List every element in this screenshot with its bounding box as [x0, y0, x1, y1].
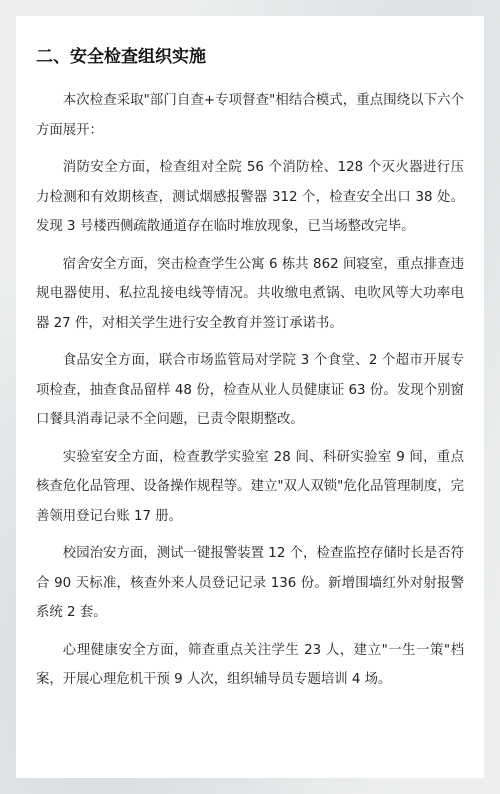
paragraph-intro: 本次检查采取"部门自查+专项督查"相结合模式，重点围绕以下六个方面展开：: [36, 93, 464, 138]
paragraph-lab-safety: 实验室安全方面，检查教学实验室 28 间、科研实验室 9 间，重点核查危化品管理、设备操作规程等。建立"双人双锁"危化品管理制度，完善领用登记台账 17 册。: [36, 449, 464, 524]
paragraph-fire-safety: 消防安全方面，检查组对全院 56 个消防栓、128 个灭火器进行压力检测和有效期核查，测试烟感报警器 312 个，检查安全出口 38 处。发现 3 号楼西侧疏散通道存在临时堆放现象，已当场整改完毕。: [36, 160, 464, 234]
section-heading: 二、安全检查组织实施: [36, 47, 206, 67]
paragraph-mental-health: 心理健康安全方面，筛查重点关注学生 23 人，建立"一生一策"档案，开展心理危机干预 9 人次，组织辅导员专题培训 4 场。: [36, 642, 464, 687]
paragraph-food-safety: 食品安全方面，联合市场监管局对学院 3 个食堂、2 个超市开展专项检查，抽查食品留样 48 份，检查从业人员健康证 63 份。发现个别窗口餐具消毒记录不全问题，已责令限期整改。: [36, 353, 464, 427]
document-page: [16, 16, 484, 778]
paragraph-dorm-safety: 宿舍安全方面，突击检查学生公寓 6 栋共 862 间寝室，重点排查违规电器使用、私拉乱接电线等情况。共收缴电煮锅、电吹风等大功率电器 27 件，对相关学生进行安全教育并签订承诺书。: [36, 256, 464, 331]
paragraph-campus-security: 校园治安方面，测试一键报警装置 12 个，检查监控存储时长是否符合 90 天标准，核查外来人员登记记录 136 份。新增围墙红外对射报警系统 2 套。: [36, 546, 464, 620]
